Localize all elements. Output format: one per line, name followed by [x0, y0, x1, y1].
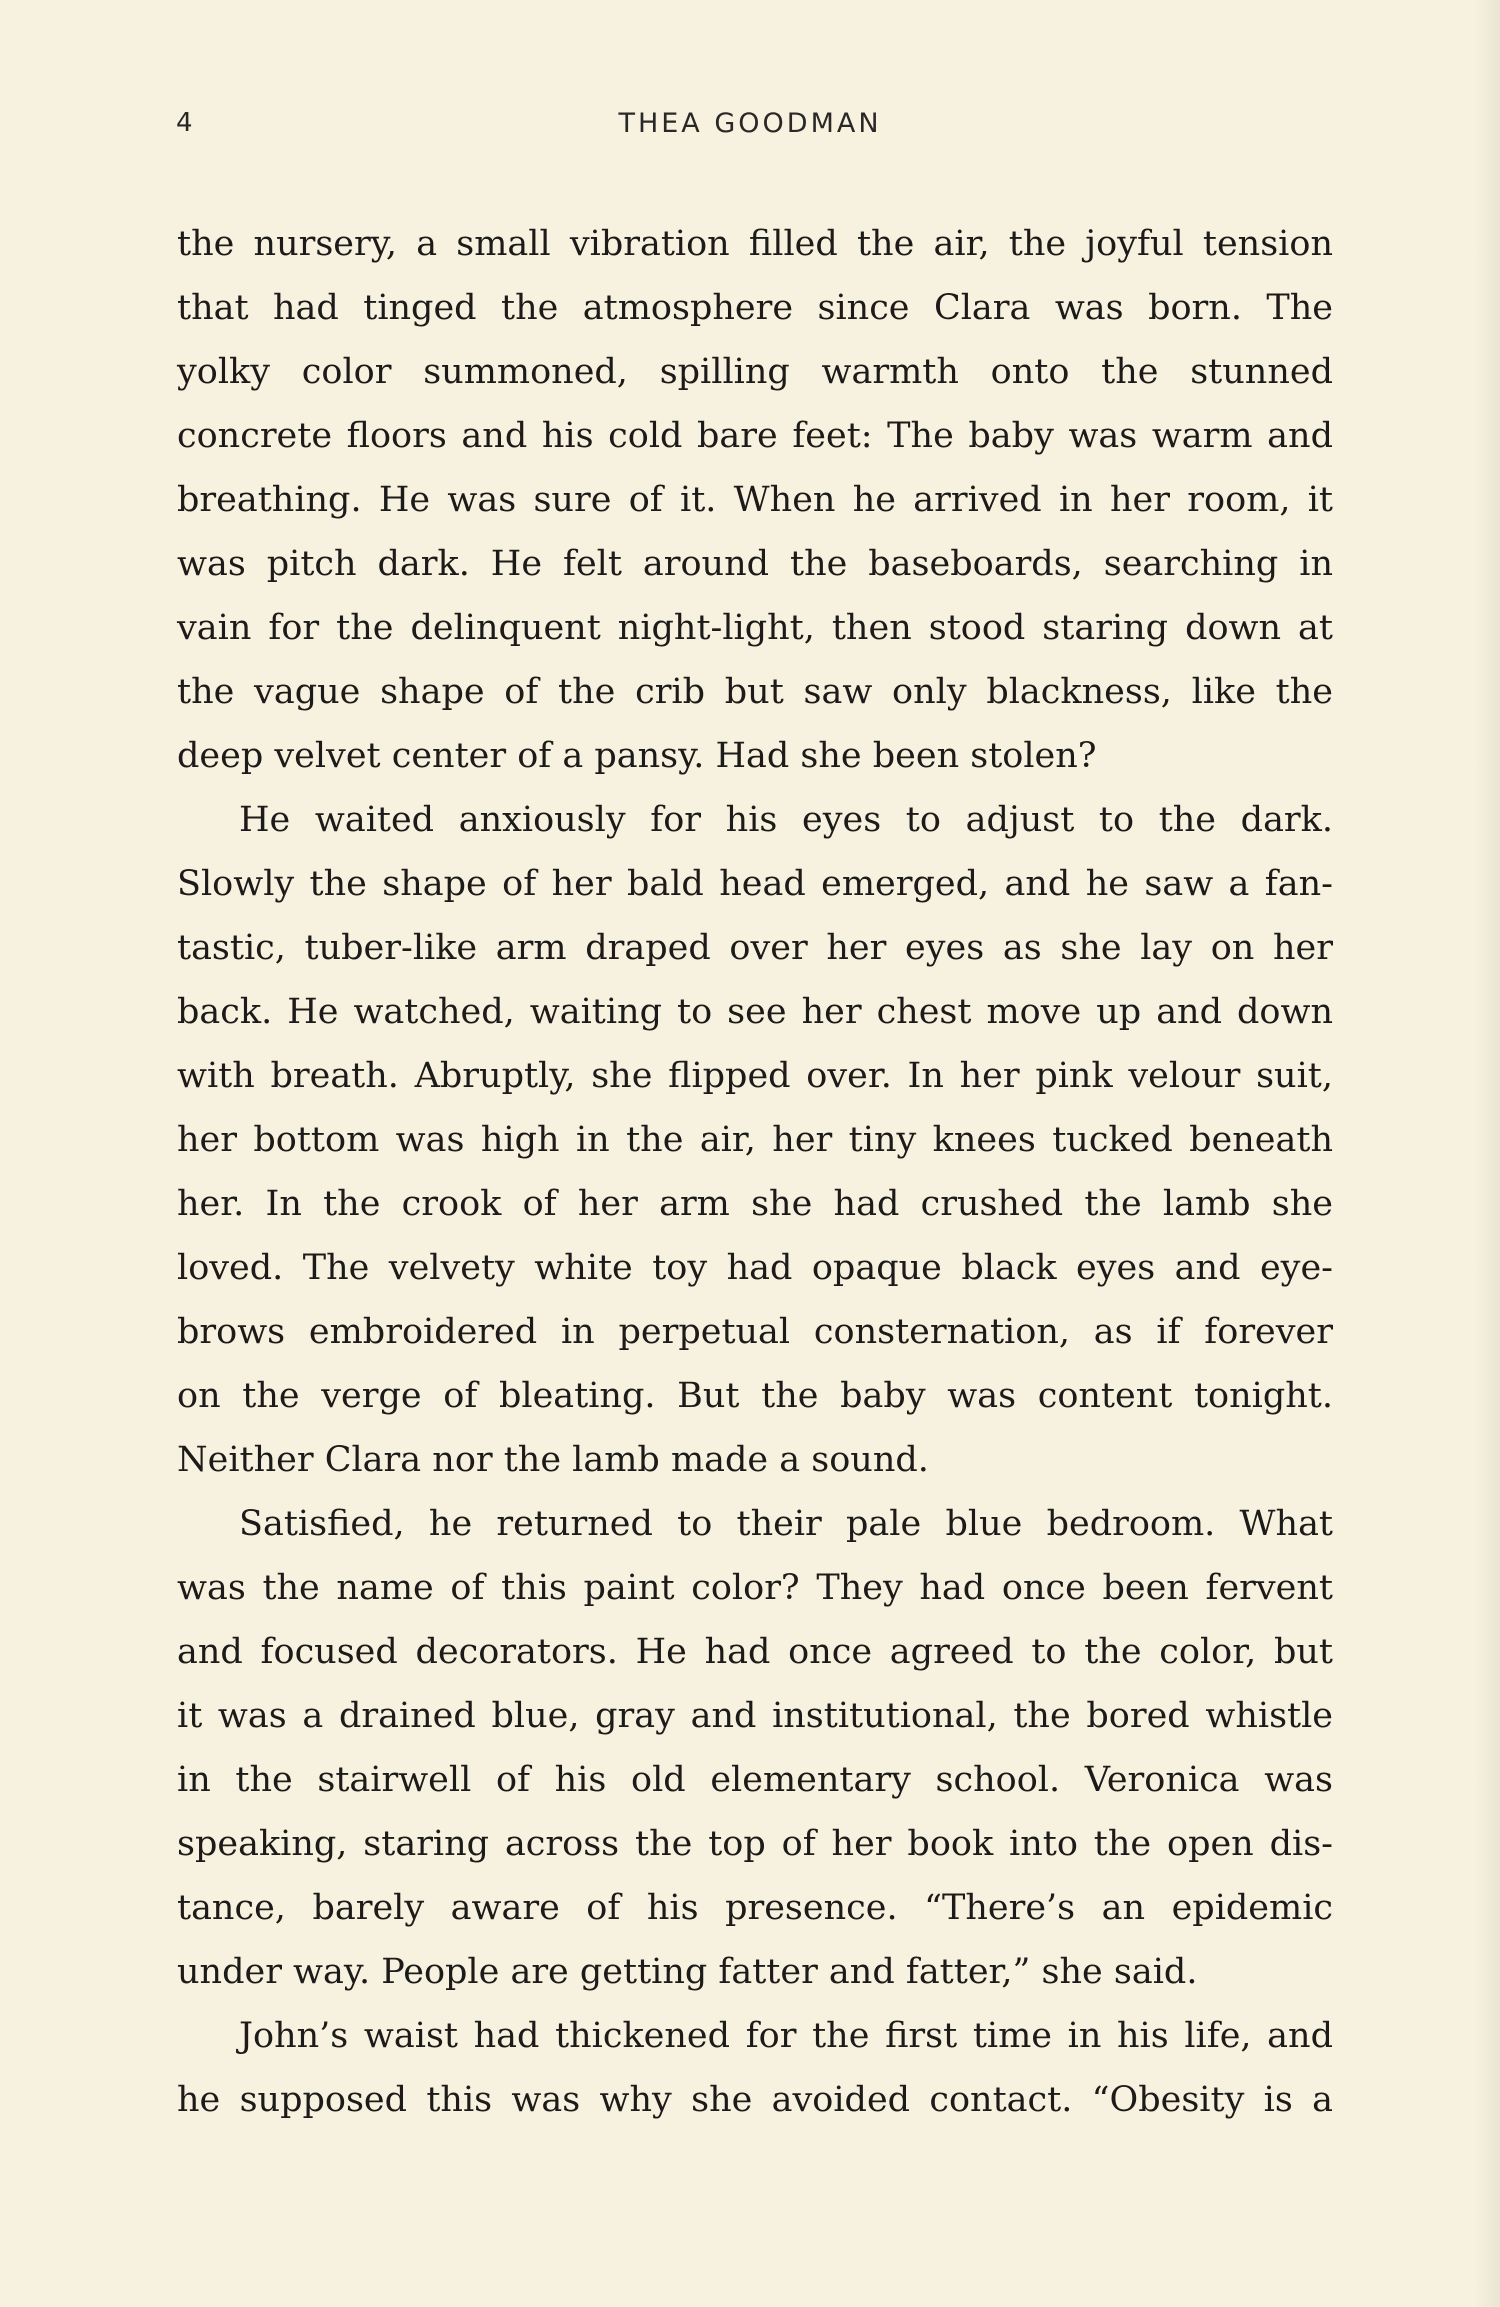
paragraph	[177, 1492, 1333, 2004]
text-line: He waited anxiously for his eyes to adjust to the dark.	[239, 800, 1333, 840]
text-line: speaking, staring across the top of her book into the open dis-	[177, 1824, 1333, 1864]
paragraph	[177, 212, 1333, 788]
text-line: deep velvet center of a pansy. Had she been stolen?	[177, 736, 1097, 776]
text-line: that had tinged the atmosphere since Clara was born. The	[177, 288, 1333, 328]
text-line: yolky color summoned, spilling warmth onto the stunned	[177, 352, 1333, 392]
text-line: it was a drained blue, gray and institutional, the bored whistle	[177, 1696, 1333, 1736]
text-line: breathing. He was sure of it. When he arrived in her room, it	[177, 480, 1333, 520]
text-line: brows embroidered in perpetual consternation, as if forever	[177, 1312, 1333, 1352]
text-line: in the stairwell of his old elementary school. Veronica was	[177, 1760, 1333, 1800]
text-line: the vague shape of the crib but saw only blackness, like the	[177, 672, 1333, 712]
text-line: Satisfied, he returned to their pale blue bedroom. What	[239, 1504, 1333, 1544]
body-text	[177, 212, 1333, 2132]
text-line: and focused decorators. He had once agreed to the color, but	[177, 1632, 1333, 1672]
text-line: concrete floors and his cold bare feet: The baby was warm and	[177, 416, 1333, 456]
text-line: back. He watched, waiting to see her chest move up and down	[177, 992, 1333, 1032]
paragraph	[177, 2004, 1333, 2132]
text-line: was the name of this paint color? They had once been fervent	[177, 1568, 1333, 1608]
text-line: he supposed this was why she avoided contact. “Obesity is a	[177, 2080, 1333, 2120]
page-edge-shadow	[1474, 0, 1500, 2307]
running-head: THEA GOODMAN	[618, 108, 882, 139]
text-line: her. In the crook of her arm she had crushed the lamb she	[177, 1184, 1333, 1224]
text-line: the nursery, a small vibration filled the air, the joyful tension	[177, 224, 1333, 264]
text-line: loved. The velvety white toy had opaque black eyes and eye-	[177, 1248, 1333, 1288]
text-line: tance, barely aware of his presence. “There’s an epidemic	[177, 1888, 1333, 1928]
text-line: John’s waist had thickened for the first time in his life, and	[239, 2016, 1333, 2056]
text-line: vain for the delinquent night-light, then stood staring down at	[177, 608, 1333, 648]
page-header	[0, 108, 1500, 148]
text-line: on the verge of bleating. But the baby was content tonight.	[177, 1376, 1333, 1416]
text-line: with breath. Abruptly, she flipped over. In her pink velour suit,	[177, 1056, 1333, 1096]
page-number: 4	[176, 108, 194, 138]
text-line: Slowly the shape of her bald head emerged, and he saw a fan-	[177, 864, 1333, 904]
text-line: Neither Clara nor the lamb made a sound.	[177, 1440, 929, 1480]
text-line: under way. People are getting fatter and fatter,” she said.	[177, 1952, 1198, 1992]
text-line: was pitch dark. He felt around the baseboards, searching in	[177, 544, 1333, 584]
paragraph	[177, 788, 1333, 1492]
text-line: tastic, tuber-like arm draped over her eyes as she lay on her	[177, 928, 1333, 968]
text-line: her bottom was high in the air, her tiny knees tucked beneath	[177, 1120, 1333, 1160]
